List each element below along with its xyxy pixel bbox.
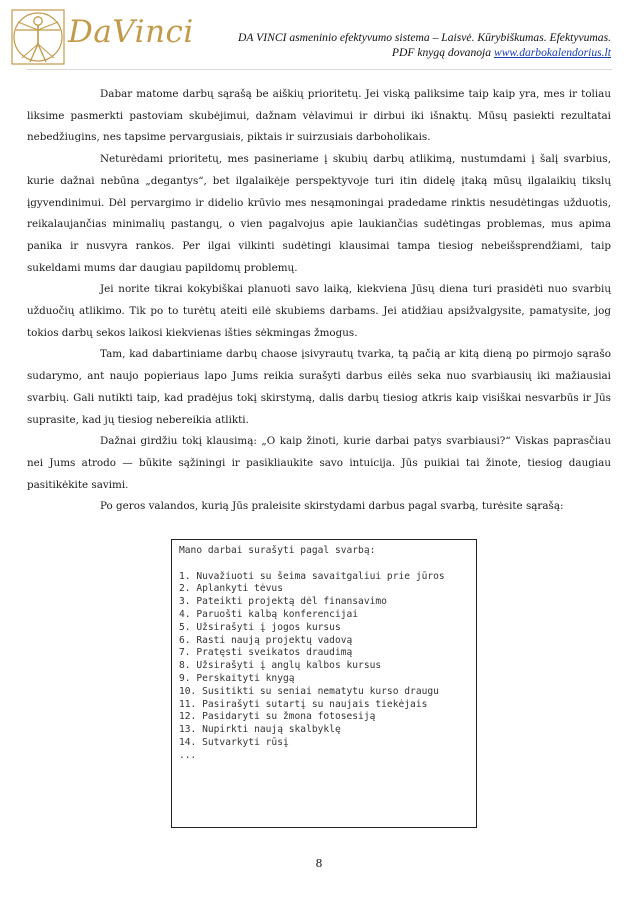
list-item: 3. Pateikti projektą dėl finansavimo	[179, 596, 387, 608]
paragraph: Dažnai girdžiu tokį klausimą: „O kaip žinoti, kurie darbai patys svarbiausi?“ Viskas paprasčiau nei Jums atrodo — būkite sąžiningi ir pasikliaukite savo intuicija. Jūs puikiai tai žinote, tiesiog daugiau pasitikėkite savimi.	[27, 435, 611, 491]
list-item: 5. Užsirašyti į jogos kursus	[179, 621, 341, 633]
davinci-logo	[8, 6, 194, 68]
header-subtitle	[181, 45, 611, 60]
list-item: 13. Nupirkti naują skalbyklę	[179, 724, 341, 736]
list-item: 10. Susitikti su seniai nematytu kurso draugu	[179, 685, 439, 697]
list-item: 6. Rasti naują projektų vadovą	[179, 634, 353, 646]
list-item: 1. Nuvažiuoti su šeima savaitgaliui prie jūros	[179, 570, 445, 582]
header-title: DA VINCI asmeninio efektyvumo sistema – Laisvė. Kūrybiškumas. Efektyvumas.	[238, 31, 611, 44]
list-item: 2. Aplankyti tėvus	[179, 583, 283, 595]
website-link[interactable]: www.darbokalendorius.lt	[493, 46, 611, 59]
paragraph: Tam, kad dabartiniame darbų chaose įsivyrautų tvarka, tą pačią ar kitą dieną po pirmojo sąrašo sudarymo, ant naujo popieriaus lapo Jums reikia surašyti darbus eilės seka nuo svarbiausių iki mažiausiai svarbių. Gali nutikti taip, kad pradėjus tokį skirstymą, dalis darbų tiesiog atkris kaip visiškai nesvarbūs ir Jūs suprasite, kad jų tiesiog nebereikia atlikti.	[27, 348, 611, 426]
list-item: 12. Pasidaryti su žmona fotosesiją	[179, 711, 376, 723]
list-item: ...	[179, 749, 197, 761]
list-item: 9. Perskaityti knygą	[179, 672, 295, 684]
page-header	[181, 30, 611, 60]
list-item: 11. Pasirašyti sutartį su naujais tiekėjais	[179, 698, 428, 710]
paragraph: Neturėdami prioritetų, mes pasineriame į skubių darbų atlikimą, nustumdami į šalį svarbius, kurie dažnai nebūna „degantys“, bet ilgalaikėje perspektyvoje turi itin didelę įtaką mūsų ilgalaikių tikslų įgyvendinimui. Dėl pervargimo ir didelio krūvio mes nesąmoningai pradedame rinktis nesudėtingas užduotis, reikalaujančias minimalių pastangų, o vien pagalvojus apie laukiančias sudėtingas problemas, mus apima panika ir nusvyra rankos. Per ilgai vilkinti sudėtingi klausimai tampa tiesiog nebeišsprendžiami, taip sukeldami mums dar daugiau papildomų problemų.	[27, 153, 611, 274]
list-item: 14. Sutvarkyti rūsį	[179, 736, 289, 748]
task-list-box	[171, 539, 477, 828]
paragraph: Po geros valandos, kurią Jūs praleisite skirstydami darbus pagal svarbą, turėsite sąrašą:	[100, 500, 564, 513]
header-divider	[26, 69, 612, 70]
vitruvian-man-icon	[8, 6, 68, 68]
body-text	[27, 84, 611, 518]
list-item: 8. Užsirašyti į anglų kalbos kursus	[179, 660, 382, 672]
paragraph: Jei norite tikrai kokybiškai planuoti savo laiką, kiekviena Jūsų diena turi prasidėti nuo svarbių užduočių atlikimo. Tik po to turėtų ateiti eilė skubiems darbams. Jei atidžiau apsižvalgysite, pamatysite, jog tokios darbų sekos laikosi kiekvienas išties sėkmingas žmogus.	[27, 283, 611, 339]
page-number: 8	[315, 857, 323, 870]
logo-wordmark: DaVinci	[68, 14, 194, 50]
paragraph: Dabar matome darbų sąrašą be aiškių prioritetų. Jei viską paliksime taip kaip yra, mes ir toliau liksime pasmerkti pastoviam skubėjimui, dažnam vėlavimui ir dirbui iki išnaktų. Mūsų pasiekti rezultatai nebedžiugins, nes tapsime pervargusiais, piktais ir suirzusiais darboholikais.	[27, 88, 611, 144]
list-item: 4. Paruošti kalbą konferencijai	[179, 608, 359, 620]
list-item: 7. Pratęsti sveikatos draudimą	[179, 647, 353, 659]
header-credit: PDF knygą dovanoja	[391, 46, 494, 59]
task-list-title: Mano darbai surašyti pagal svarbą:	[179, 545, 376, 556]
